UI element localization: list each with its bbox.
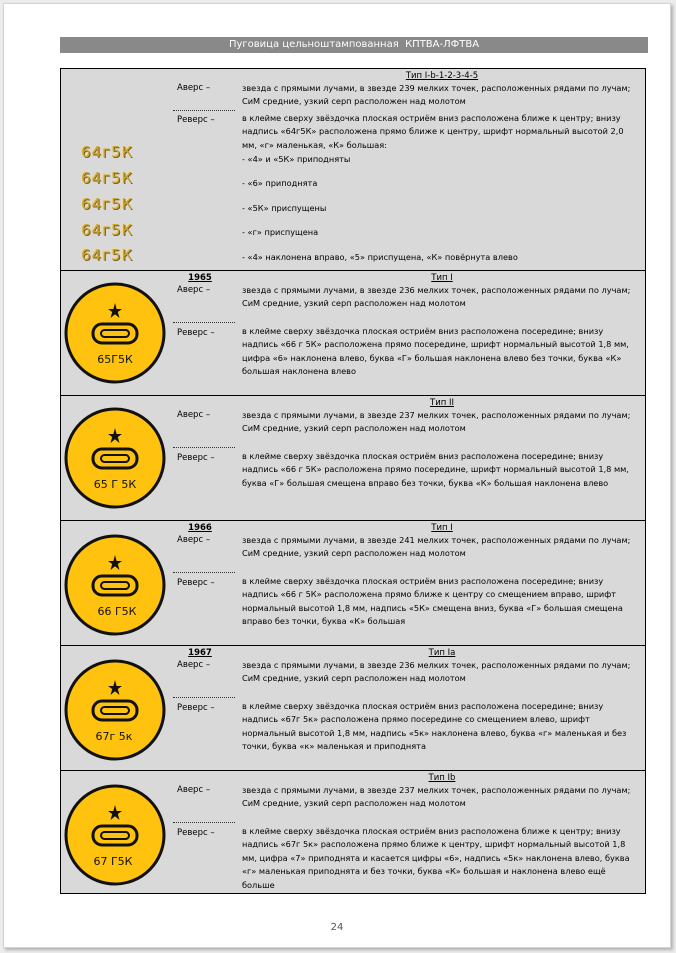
avers-label: Аверс – [177,785,211,795]
button-type-block-2 [60,270,646,396]
coin-rim [66,786,164,884]
revers-label: Реверс – [177,703,215,713]
avers-description: звезда с прямыми лучами, в звезде 237 мелких точек, расположенных рядами по лучам; СиМ средние, узкий серп расположен над молотом [242,410,631,434]
button-type-block-3 [60,395,646,521]
coin-inscription: 67 Г5К [93,855,133,868]
revers-description: в клейме сверху звёздочка плоская остриём вниз расположена посередине; внизу надпись «67г 5к» расположена прямо посередине со смещением влево, шрифт нормальный высотой 1,8 мм, надпись «5к» наклонена влево, буква «г» маленькая и без точки, буква «к» маленькая и приподнята [242,701,627,752]
year-heading: 1967 [188,648,212,658]
coin-column [61,646,173,770]
separator [173,572,235,573]
revers-description: в клейме сверху звёздочка плоская остриём вниз расположена ближе к центру; внизу надпись «64г5К» расположена прямо ближе к центру, шрифт нормальный высотой 2,0 мм, «г» маленькая, «К» большая: [242,113,624,150]
coin-inscription: 66 Г5К [97,605,137,618]
avers-label: Аверс – [177,410,211,420]
year-heading: 1965 [188,273,212,283]
coin-inscription: 65 Г 5К [93,478,137,491]
avers-label: Аверс – [177,285,211,295]
year-heading: 1966 [188,523,212,533]
variant-2: - «6» приподнята [242,178,318,188]
stamp-variant-3: 64г5К [81,195,134,213]
revers-description: в клейме сверху звёздочка плоская остриём вниз расположена ближе к центру; внизу надпись «67г 5к» расположена прямо ближе к центру, шрифт нормальный высотой 1,8 мм, цифра «7» приподнята и касается цифры «6», надпись «5к» наклонена влево, буква «г» маленькая приподнята и без точки, буква «К» большая и наклонена влево ещё больше [242,826,630,890]
avers-description: звезда с прямыми лучами, в звезде 236 мелких точек, расположенных рядами по лучам; СиМ средние, узкий серп расположен над молотом [242,285,631,309]
variant-4: - «г» приспущена [242,227,319,237]
coin-inscription: 67г 5к [95,730,133,743]
stamp-variants-column [61,69,173,270]
variant-1: - «4» и «5К» приподняты [242,154,351,164]
stamp-variant-5: 64г5К [81,246,134,264]
coin-image [63,281,167,385]
coin-rim [66,284,164,382]
revers-description: в клейме сверху звёздочка плоская остриём вниз расположена посередине; внизу надпись «66 г 5К» расположена прямо посередине, шрифт нормальный высотой 1,8 мм, буква «Г» большая смещена вправо без точки, буква «К» большая наклонена влево [242,451,629,488]
variant-5: - «4» наклонена вправо, «5» приспущена, «К» повёрнута влево [242,252,518,262]
stamp-variant-2: 64г5К [81,169,134,187]
type-heading: Тип Ib [428,773,456,783]
page-title: Пуговица цельноштампованная КПТВА-ЛФТВА [60,37,648,53]
avers-description: звезда с прямыми лучами, в звезде 239 мелких точек, расположенных рядами по лучам; СиМ средние, узкий серп расположен над молотом [242,83,631,107]
coin-rim [66,661,164,759]
coin-column [61,521,173,645]
avers-label: Аверс – [177,660,211,670]
coin-rim [66,409,164,507]
coin-column [61,396,173,520]
coin-image [63,406,167,510]
revers-description: в клейме сверху звёздочка плоская остриём вниз расположена посередине; внизу надпись «66 г 5К» расположена прямо ближе к центру со смещением вправо, шрифт нормальный высотой 1,8 мм, надпись «5К» смещена вниз, буква «Г» большая смещена вправо без точки, буква «К» большая [242,576,623,627]
variant-3: - «5К» приспущены [242,203,327,213]
avers-description: звезда с прямыми лучами, в звезде 241 мелких точек, расположенных рядами по лучам; СиМ средние, узкий серп расположен над молотом [242,535,631,559]
separator [173,110,235,111]
type-heading: Тип II [430,398,454,408]
document-page [3,3,671,948]
separator [173,322,235,323]
avers-description: звезда с прямыми лучами, в звезде 236 мелких точек, расположенных рядами по лучам; СиМ средние, узкий серп расположен над молотом [242,660,631,684]
avers-label: Аверс – [177,83,211,93]
page-number: 24 [330,922,344,933]
coin-image [63,533,167,637]
coin-image [63,783,167,887]
revers-label: Реверс – [177,828,215,838]
separator [173,447,235,448]
coin-column [61,271,173,395]
coin-image [63,658,167,762]
coin-column [61,771,173,893]
revers-label: Реверс – [177,328,215,338]
stamp-variant-1: 64г5К [81,143,134,161]
separator [173,822,235,823]
type-heading: Тип I [431,273,453,283]
type-heading: Тип I [431,523,453,533]
revers-label: Реверс – [177,453,215,463]
separator [173,697,235,698]
stamp-variant-4: 64г5К [81,221,134,239]
coin-inscription: 65Г5К [97,353,133,366]
revers-description: в клейме сверху звёздочка плоская остриём вниз расположена посередине; внизу надпись «66 г 5К» расположена прямо посередине, шрифт нормальный высотой 1,8 мм, цифра «6» наклонена влево, буква «Г» большая наклонена влево без точки, буква «К» большая наклонена влево [242,326,629,377]
revers-label: Реверс – [177,578,215,588]
type-heading: Тип I-b-1-2-3-4-5 [405,71,479,81]
button-type-block-1 [60,68,646,271]
avers-description: звезда с прямыми лучами, в звезде 237 мелких точек, расположенных рядами по лучам; СиМ средние, узкий серп расположен над молотом [242,785,631,809]
coin-rim [66,536,164,634]
avers-label: Аверс – [177,535,211,545]
type-heading: Тип Ia [428,648,456,658]
button-type-block-5 [60,645,646,771]
button-type-block-6 [60,770,646,894]
revers-label: Реверс – [177,115,215,125]
button-type-block-4 [60,520,646,646]
